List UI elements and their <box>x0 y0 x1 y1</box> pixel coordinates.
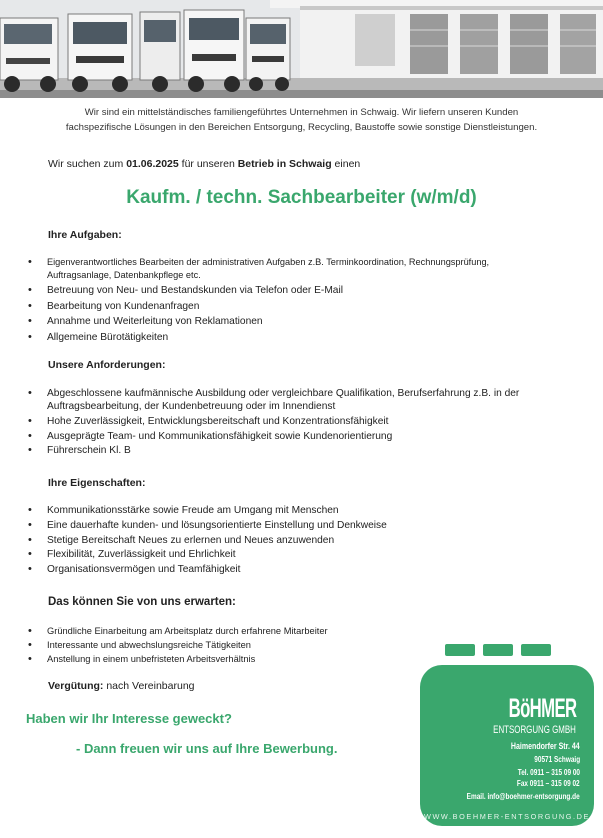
brand-name: BöHMER <box>508 693 576 723</box>
intro-line: Wir sind ein mittelständisches familiengeführtes Unternehmen in Schwaig. Wir liefern unseren Kunden <box>84 107 519 118</box>
company-intro <box>40 105 563 135</box>
container-lid-right <box>521 644 551 656</box>
call-to-action-apply: - Dann freuen wir uns auf Ihre Bewerbung. <box>76 741 338 756</box>
salary <box>48 680 195 692</box>
seek-suffix: einen <box>331 158 361 170</box>
list-item: • Allgemeine Bürotätigkeiten <box>30 331 550 344</box>
list-item: • Führerschein Kl. B <box>30 444 570 457</box>
list-item: • Annahme und Weiterleitung von Reklamationen <box>30 315 550 328</box>
company-phone: Tel. 0911 – 315 09 00 <box>517 767 580 777</box>
company-website: WWW.BOEHMER-ENTSORGUNG.DE <box>423 812 591 821</box>
list-item: • Interessante und abwechslungsreiche Tätigkeiten <box>30 639 550 652</box>
list-item: • Anstellung in einem unbefristeten Arbeitsverhältnis <box>30 653 550 666</box>
list-item: • Abgeschlossene kaufmännische Ausbildung oder vergleichbare Qualifikation, Berufserfahrung z.B. in der Auftragsbearbeitung, der Kundenbetreuung oder im Innendienst <box>30 387 570 413</box>
list-item: • Eine dauerhafte kunden- und lösungsorientierte Einstellung und Denkweise <box>30 519 570 532</box>
salary-label: Vergütung: <box>48 680 104 692</box>
company-city: 90571 Schwaig <box>534 754 580 764</box>
seek-prefix: Wir suchen zum <box>48 158 127 170</box>
job-title: Kaufm. / techn. Sachbearbeiter (w/m/d) <box>126 187 477 208</box>
tasks-list <box>30 256 550 347</box>
company-logo-container <box>420 644 594 826</box>
container-lid-center <box>483 644 513 656</box>
salary-value: nach Vereinbarung <box>103 680 195 692</box>
container-lid-left <box>445 644 475 656</box>
requirements-list <box>30 387 570 459</box>
list-item: • Kommunikationsstärke sowie Freude am Umgang mit Menschen <box>30 504 570 517</box>
header-photo-trucks <box>0 0 603 98</box>
list-item: • Bearbeitung von Kundenanfragen <box>30 300 550 313</box>
company-street: Haimendorfer Str. 44 <box>511 740 580 751</box>
list-item: • Betreuung von Neu- und Bestandskunden via Telefon oder E-Mail <box>30 284 550 297</box>
workplace: Betrieb in Schwaig <box>237 158 332 170</box>
company-fax: Fax 0911 – 315 09 02 <box>517 778 580 788</box>
company-logo <box>420 665 594 826</box>
seek-middle: für unseren <box>178 158 238 170</box>
list-item: • Organisationsvermögen und Teamfähigkeit <box>30 563 570 576</box>
search-announcement <box>48 158 360 170</box>
list-item: • Ausgeprägte Team- und Kommunikationsfähigkeit sowie Kundenorientierung <box>30 430 570 443</box>
tasks-heading: Ihre Aufgaben: <box>48 229 122 241</box>
list-item: • Eigenverantwortliches Bearbeiten der administrativen Aufgaben z.B. Terminkoordination, Rechnungsprüfung, Auftragsanlage, Datenbankpflege etc. <box>30 256 550 281</box>
brand-subtitle: ENTSORGUNG GMBH <box>493 724 576 736</box>
list-item: • Gründliche Einarbeitung am Arbeitsplatz durch erfahrene Mitarbeiter <box>30 625 550 638</box>
list-item: • Stetige Bereitschaft Neues zu erlernen und Neues anzuwenden <box>30 534 570 547</box>
call-to-action-question: Haben wir Ihr Interesse geweckt? <box>26 711 232 726</box>
requirements-heading: Unsere Anforderungen: <box>48 359 166 371</box>
intro-line: fachspezifische Lösungen in den Bereichen Entsorgung, Recycling, Baustoffe sowie sonstige Dienstleistungen. <box>65 122 538 133</box>
list-item: • Flexibilität, Zuverlässigkeit und Ehrlichkeit <box>30 548 570 561</box>
list-item: • Hohe Zuverlässigkeit, Entwicklungsbereitschaft und Konzentrationsfähigkeit <box>30 415 570 428</box>
qualities-heading: Ihre Eigenschaften: <box>48 477 146 489</box>
qualities-list <box>30 504 570 578</box>
start-date: 01.06.2025 <box>126 158 179 170</box>
offer-heading: Das können Sie von uns erwarten: <box>48 596 236 608</box>
company-email: Email. info@boehmer-entsorgung.de <box>466 791 580 801</box>
